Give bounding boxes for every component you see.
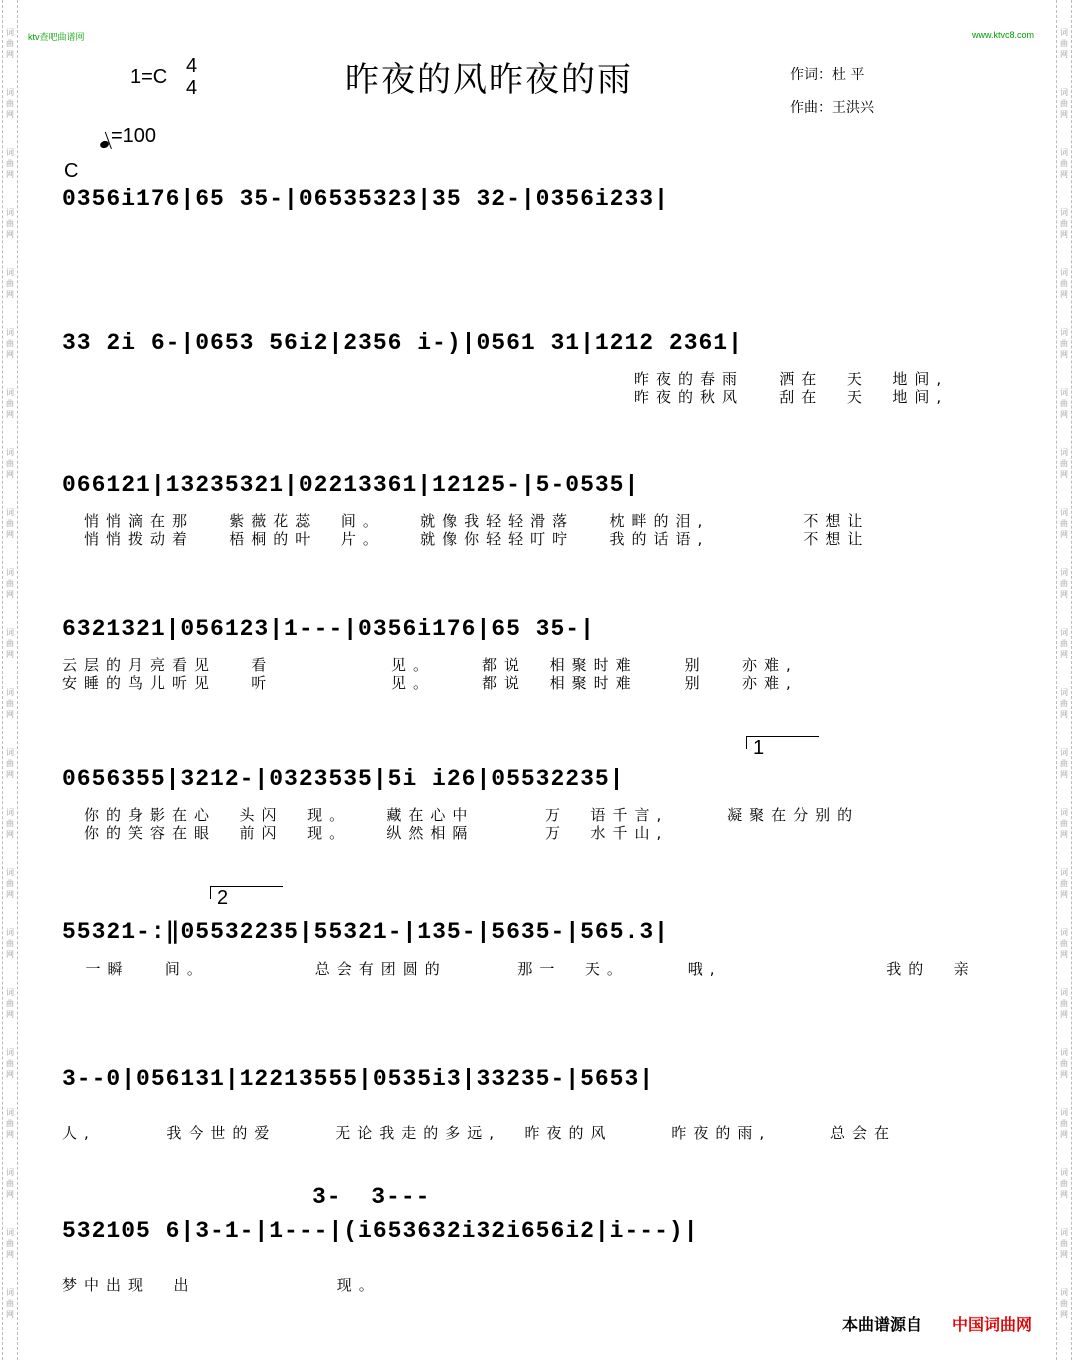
watermark-text: 词 曲 网 <box>1060 808 1068 839</box>
song-title: 昨夜的风昨夜的雨 <box>345 60 633 100</box>
watermark-text: 词 曲 网 <box>6 1048 14 1079</box>
score-row-3 <box>62 472 992 552</box>
meter-bottom: 4 <box>186 77 198 99</box>
watermark-text: 词 曲 网 <box>6 28 14 59</box>
notation-line: 532105 6|3-1-|1---|(i653632i32i656i2|i---)| <box>62 1218 699 1244</box>
watermark-text: 词 曲 网 <box>6 328 14 359</box>
notation-line: 33 2i 6-|0653 56i2|2356 i-)|0561 31|1212 2361| <box>62 330 743 356</box>
watermark-text: 词 曲 网 <box>6 988 14 1019</box>
lyricist-credit: 作词：杜 平 <box>790 67 865 83</box>
watermark-text: 词 曲 网 <box>1060 1048 1068 1079</box>
quarter-note-icon <box>99 140 110 150</box>
notation-line: 55321-:‖05532235|55321-|135-|5635-|565.3| <box>62 919 669 945</box>
second-ending-bracket: 2 <box>210 886 283 899</box>
lyric-verse-2: 你的笑容在眼 前闪 现。 纵然相隔 万 水千山, <box>84 824 669 842</box>
watermark-text: 词 曲 网 <box>6 508 14 539</box>
watermark-text: 词 曲 网 <box>1060 868 1068 899</box>
watermark-text: 词 曲 网 <box>6 268 14 299</box>
watermark-text: 词 曲 网 <box>6 748 14 779</box>
watermark-text: 词 曲 网 <box>6 88 14 119</box>
watermark-text: 词 曲 网 <box>6 868 14 899</box>
watermark-text: 词 曲 网 <box>1060 148 1068 179</box>
watermark-text: 词 曲 网 <box>6 388 14 419</box>
upper-voice-notes: 3- 3--- <box>312 1184 431 1210</box>
lyric-verse-1: 你的身影在心 头闪 现。 藏在心中 万 语千言, 凝聚在分别的 <box>84 806 860 824</box>
watermark-text: 词 曲 网 <box>6 1288 14 1319</box>
watermark-text: 词 曲 网 <box>6 208 14 239</box>
watermark-text: 词 曲 网 <box>1060 328 1068 359</box>
score-row-5 <box>62 766 992 846</box>
watermark-text: 词 曲 网 <box>6 688 14 719</box>
meter-top: 4 <box>186 55 198 77</box>
site-link-left[interactable]: ktv查吧曲谱网 <box>28 32 85 42</box>
watermark-text: 词 曲 网 <box>1060 508 1068 539</box>
lyric-verse-1: 梦中出现 出 现。 <box>62 1276 381 1294</box>
watermark-text: 词 曲 网 <box>6 448 14 479</box>
score-row-1 <box>62 186 992 226</box>
first-ending-bracket: 1 <box>746 736 819 749</box>
right-watermark-strip <box>1056 0 1072 1360</box>
watermark-text: 词 曲 网 <box>1060 568 1068 599</box>
watermark-text: 词 曲 网 <box>1060 448 1068 479</box>
lyric-verse-1: 云层的月亮看见 看 见。 都说 相聚时难 别 亦难, <box>62 656 798 674</box>
watermark-text: 词 曲 网 <box>1060 1168 1068 1199</box>
watermark-text: 词 曲 网 <box>6 1228 14 1259</box>
left-watermark-strip <box>2 0 18 1360</box>
watermark-text: 词 曲 网 <box>6 628 14 659</box>
lyric-verse-1: 人, 我今世的爱 无论我走的多远, 昨夜的风 昨夜的雨, 总会在 <box>62 1124 896 1142</box>
watermark-text: 词 曲 网 <box>1060 1288 1068 1319</box>
watermark-text: 词 曲 网 <box>6 148 14 179</box>
score-row-8 <box>62 1218 992 1298</box>
watermark-text: 词 曲 网 <box>6 928 14 959</box>
lyric-verse-1: 一瞬 间。 总会有团圆的 那一 天。 哦, 我的 亲 <box>62 960 976 978</box>
watermark-text: 词 曲 网 <box>1060 688 1068 719</box>
watermark-text: 词 曲 网 <box>6 1108 14 1139</box>
watermark-text: 词 曲 网 <box>1060 628 1068 659</box>
watermark-text: 词 曲 网 <box>1060 388 1068 419</box>
lyric-verse-2: 安睡的鸟儿听见 听 见。 都说 相聚时难 别 亦难, <box>62 674 798 692</box>
watermark-text: 词 曲 网 <box>1060 988 1068 1019</box>
watermark-text: 词 曲 网 <box>1060 748 1068 779</box>
chord-symbol: C <box>64 160 79 182</box>
time-signature <box>186 55 197 99</box>
key-signature: 1=C <box>130 66 168 88</box>
composer-credit: 作曲：王洪兴 <box>790 100 874 116</box>
score-row-4 <box>62 616 992 696</box>
watermark-text: 词 曲 网 <box>6 808 14 839</box>
watermark-text: 词 曲 网 <box>1060 208 1068 239</box>
watermark-text: 词 曲 网 <box>1060 1228 1068 1259</box>
lyric-verse-2: 昨夜的秋风 刮在 天 地间, <box>634 388 949 406</box>
lyric-verse-2: 悄悄拨动着 梧桐的叶 片。 就像你轻轻叮咛 我的话语, 不想让 <box>84 530 870 548</box>
watermark-text: 词 曲 网 <box>1060 1108 1068 1139</box>
score-row-2 <box>62 330 992 410</box>
tempo-marking <box>100 125 156 148</box>
tempo-value: =100 <box>111 125 157 147</box>
lyric-verse-1: 昨夜的春雨 洒在 天 地间, <box>634 370 949 388</box>
notation-line: 6321321|056123|1---|0356i176|65 35-| <box>62 616 595 642</box>
source-label: 本曲谱源自 <box>842 1315 923 1334</box>
watermark-text: 词 曲 网 <box>1060 88 1068 119</box>
notation-line: 066121|13235321|02213361|12125-|5-0535| <box>62 472 640 498</box>
notation-line: 3--0|056131|12213555|0535i3|33235-|5653| <box>62 1066 655 1092</box>
lyric-verse-1: 悄悄滴在那 紫薇花蕊 间。 就像我轻轻滑落 枕畔的泪, 不想让 <box>84 512 870 530</box>
score-row-7 <box>62 1066 992 1146</box>
watermark-text: 词 曲 网 <box>1060 28 1068 59</box>
site-link-right[interactable]: www.ktvc8.com <box>972 30 1035 40</box>
watermark-text: 词 曲 网 <box>6 1168 14 1199</box>
score-row-6 <box>62 918 992 998</box>
notation-line: 0656355|3212-|0323535|5i i26|05532235| <box>62 766 625 792</box>
notation-line: 0356i176|65 35-|06535323|35 32-|0356i233| <box>62 186 669 212</box>
watermark-text: 词 曲 网 <box>6 568 14 599</box>
source-site-link[interactable]: 中国词曲网 <box>952 1315 1033 1334</box>
watermark-text: 词 曲 网 <box>1060 268 1068 299</box>
watermark-text: 词 曲 网 <box>1060 928 1068 959</box>
